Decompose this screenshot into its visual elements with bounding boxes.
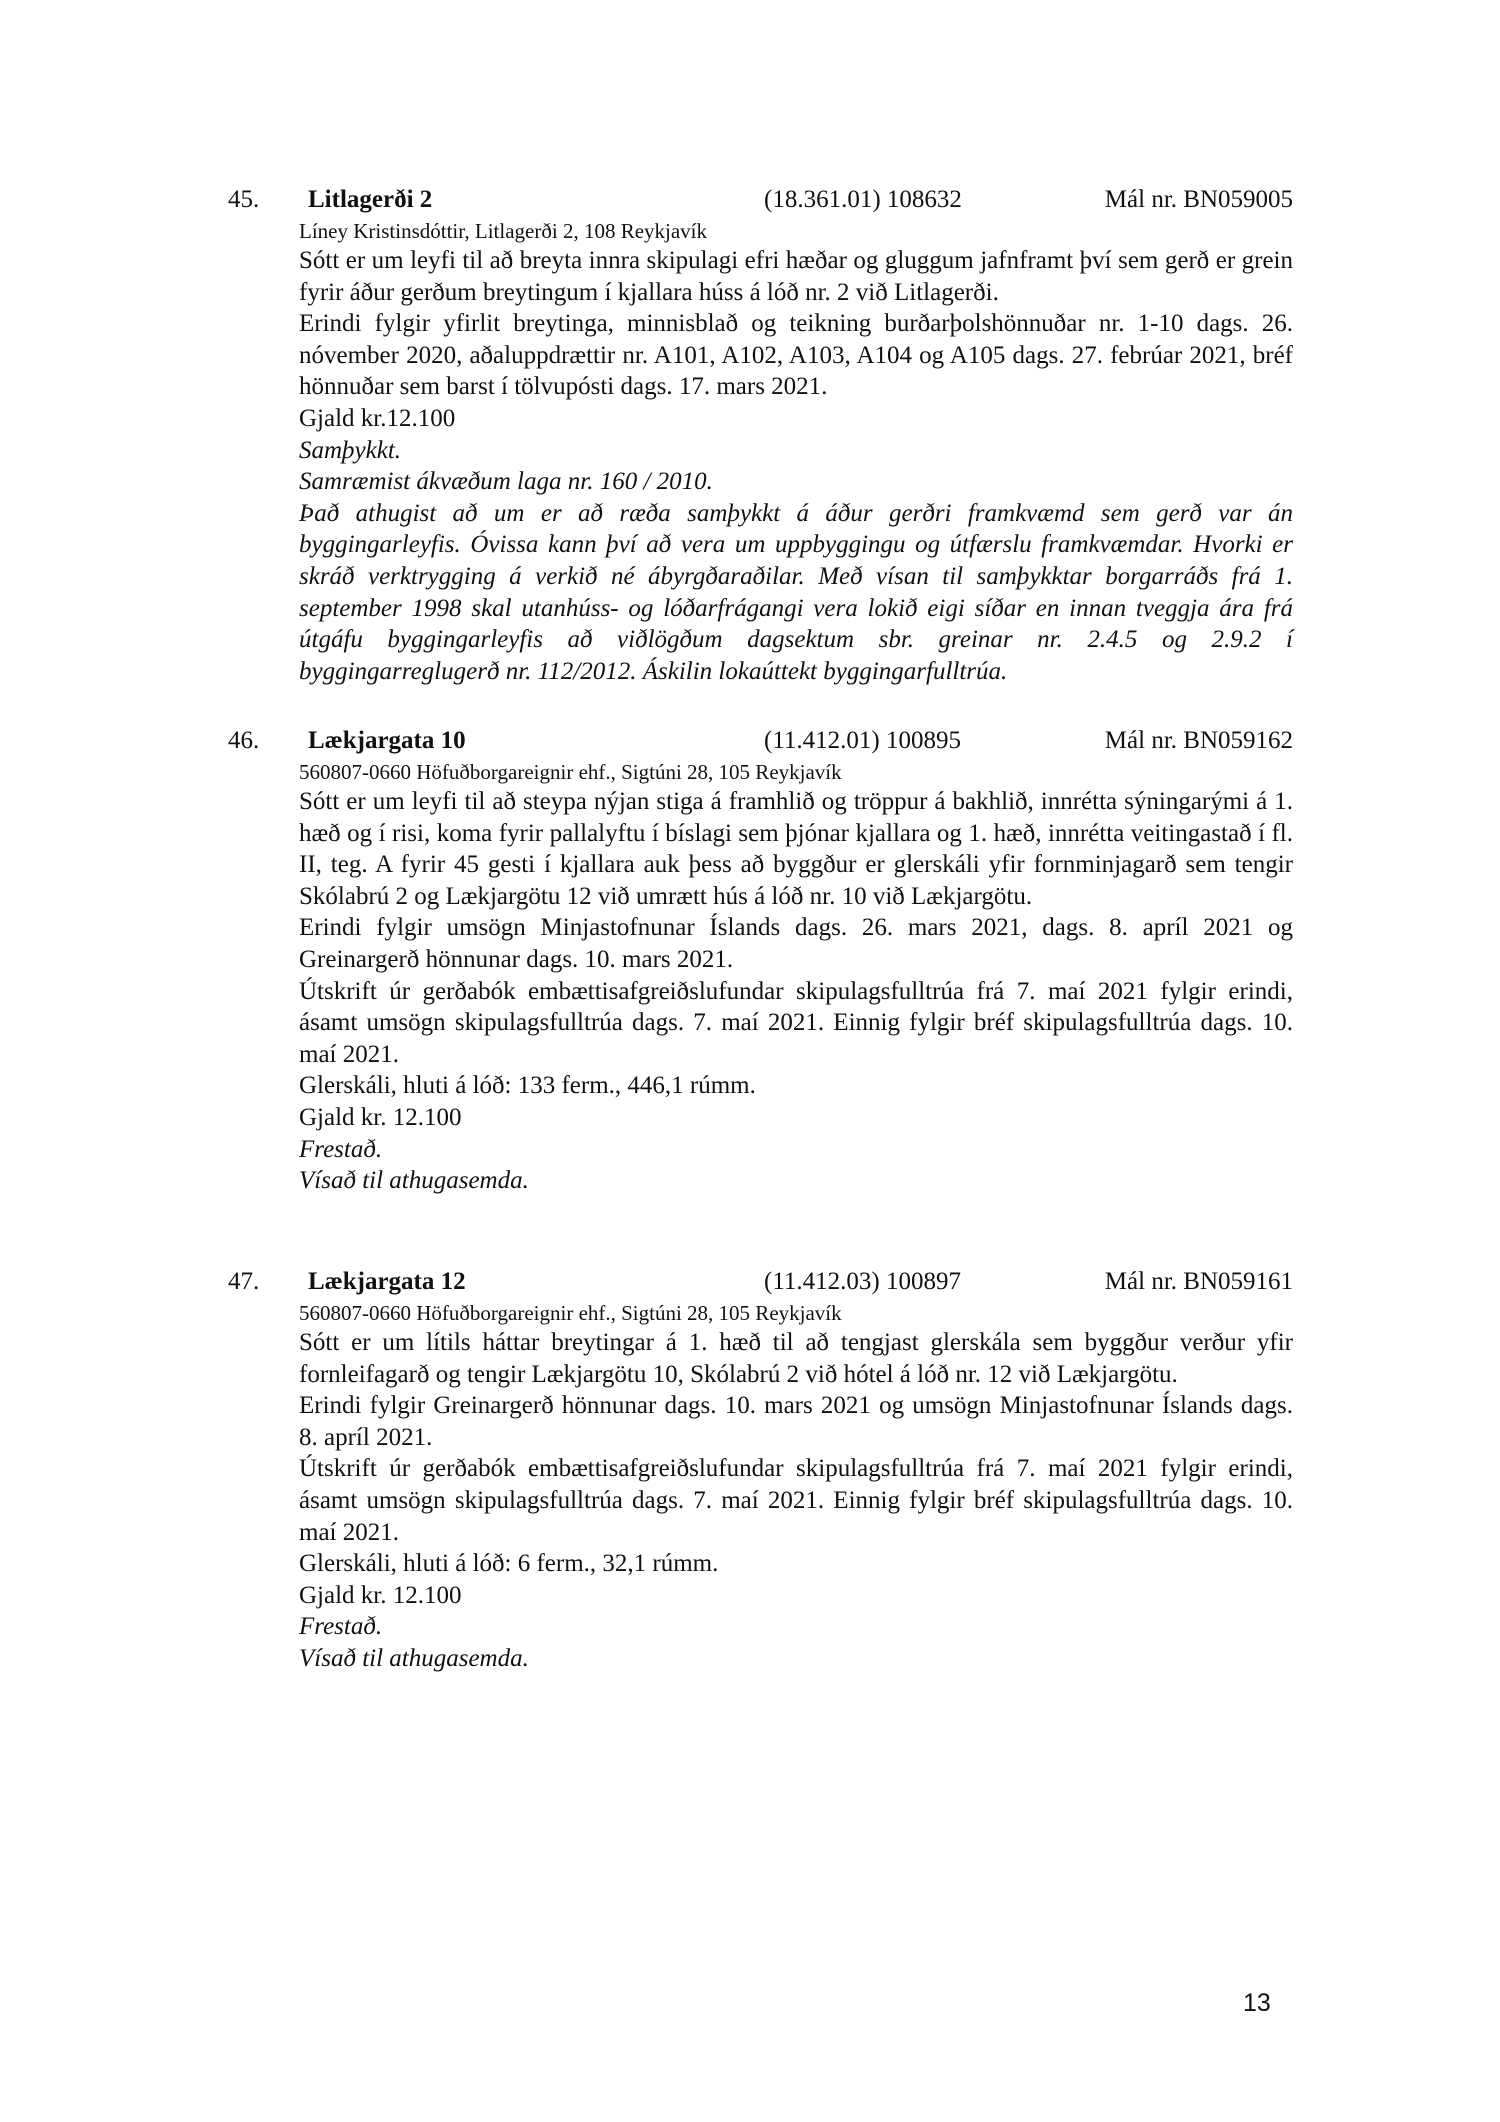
item-paragraph: Erindi fylgir yfirlit breytinga, minnisblað og teikning burðarþolshönnuðar nr. 1-10 dags. 26. nóvember 2020, aðaluppdrættir nr. A101, A102, A103, A104 og A105 dags. 27. febrúar 2021, bréf hönnuðar sem barst í tölvupósti dags. 17. mars 2021.	[299, 310, 1293, 401]
agenda-item-47	[228, 1265, 1293, 1675]
item-note: Það athugist að um er að ræða samþykkt á áður gerðri framkvæmd sem gerð var án byggingarleyfis. Óvissa kann því að vera um uppbyggingu og útfærslu framkvæmdar. Hvorki er skráð verktrygging á verkið né ábyrgðaraðilar. Með vísan til samþykktar borgarráðs frá 1. september 1998 skal utanhúss- og lóðarfrágangi vera lokið eigi síðar en innan tveggja ára frá útgáfu byggingarleyfis að viðlögðum dagsektum sbr. greinar nr. 2.4.5 og 2.9.2 í byggingarreglugerð nr. 112/2012. Áskilin lokaúttekt byggingarfulltrúa.	[299, 499, 1293, 685]
item-body	[299, 245, 1293, 687]
item-header	[228, 724, 1293, 758]
item-paragraph: Erindi fylgir Greinargerð hönnunar dags. 10. mars 2021 og umsögn Minjastofnunar Íslands dags. 8. apríl 2021.	[299, 1392, 1293, 1451]
item-address: Lækjargata 12	[308, 1268, 466, 1295]
item-note: Samræmist ákvæðum laga nr. 160 / 2010.	[299, 468, 713, 496]
item-case-number: Mál nr. BN059162	[1104, 727, 1293, 754]
item-applicant: Líney Kristinsdóttir, Litlagerði 2, 108 Reykjavík	[299, 219, 708, 243]
item-number: 46.	[228, 727, 260, 754]
item-paragraph: Sótt er um lítils háttar breytingar á 1. hæð til að tengjast glerskála sem byggður verður yfir fornleifagarð og tengir Lækjargötu 10, Skólabrú 2 við hótel á lóð nr. 12 við Lækjargötu.	[299, 1329, 1293, 1388]
item-note: Vísað til athugasemda.	[299, 1644, 529, 1672]
item-fee: Gjald kr. 12.100	[299, 1103, 462, 1131]
item-area: Glerskáli, hluti á lóð: 133 ferm., 446,1 rúmm.	[299, 1072, 756, 1100]
item-case-number: Mál nr. BN059161	[1104, 1268, 1293, 1295]
item-area: Glerskáli, hluti á lóð: 6 ferm., 32,1 rúmm.	[299, 1550, 719, 1578]
item-decision: Frestað.	[299, 1613, 383, 1641]
item-reference: (18.361.01) 108632	[764, 186, 962, 213]
item-paragraph: Sótt er um leyfi til að breyta innra skipulagi efri hæðar og gluggum jafnframt því sem gerð er grein fyrir áður gerðum breytingum í kjallara húss á lóð nr. 2 við Litlagerði.	[299, 247, 1293, 306]
item-paragraph: Útskrift úr gerðabók embættisafgreiðslufundar skipulagsfulltrúa frá 7. maí 2021 fylgir erindi, ásamt umsögn skipulagsfulltrúa dags. 7. maí 2021. Einnig fylgir bréf skipulagsfulltrúa dags. 10. maí 2021.	[299, 977, 1293, 1068]
item-reference: (11.412.03) 100897	[764, 1268, 961, 1295]
item-note: Vísað til athugasemda.	[299, 1167, 529, 1195]
item-paragraph: Sótt er um leyfi til að steypa nýjan stiga á framhlið og tröppur á bakhlið, innrétta sýningarými á 1. hæð og í risi, koma fyrir pallalyftu í bíslagi sem þjónar kjallara og 1. hæð, innrétta veitingastað í fl. II, teg. A fyrir 45 gesti í kjallara auk þess að byggður er glerskáli yfir fornminjagarð sem tengir Skólabrú 2 og Lækjargötu 12 við umrætt hús á lóð nr. 10 við Lækjargötu.	[299, 788, 1293, 910]
item-fee: Gjald kr. 12.100	[299, 1581, 462, 1609]
item-body	[299, 786, 1293, 1197]
item-header	[228, 1265, 1293, 1299]
item-decision: Samþykkt.	[299, 436, 402, 464]
item-header	[228, 183, 1293, 217]
item-fee: Gjald kr.12.100	[299, 404, 456, 432]
item-paragraph: Útskrift úr gerðabók embættisafgreiðslufundar skipulagsfulltrúa frá 7. maí 2021 fylgir erindi, ásamt umsögn skipulagsfulltrúa dags. 7. maí 2021. Einnig fylgir bréf skipulagsfulltrúa dags. 10. maí 2021.	[299, 1455, 1293, 1546]
item-address: Litlagerði 2	[308, 186, 433, 213]
item-body	[299, 1327, 1293, 1675]
item-number: 45.	[228, 186, 260, 213]
item-paragraph: Erindi fylgir umsögn Minjastofnunar Íslands dags. 26. mars 2021, dags. 8. apríl 2021 og Greinargerð hönnunar dags. 10. mars 2021.	[299, 914, 1293, 973]
item-applicant: 560807-0660 Höfuðborgareignir ehf., Sigtúni 28, 105 Reykjavík	[299, 760, 842, 784]
agenda-item-46	[228, 724, 1293, 1197]
item-applicant: 560807-0660 Höfuðborgareignir ehf., Sigtúni 28, 105 Reykjavík	[299, 1301, 842, 1325]
item-decision: Frestað.	[299, 1135, 383, 1163]
item-address: Lækjargata 10	[308, 727, 466, 754]
item-number: 47.	[228, 1268, 260, 1295]
agenda-item-45	[228, 183, 1293, 687]
page-number: 13	[1243, 1989, 1271, 2017]
item-case-number: Mál nr. BN059005	[1104, 186, 1293, 213]
item-reference: (11.412.01) 100895	[764, 727, 961, 754]
